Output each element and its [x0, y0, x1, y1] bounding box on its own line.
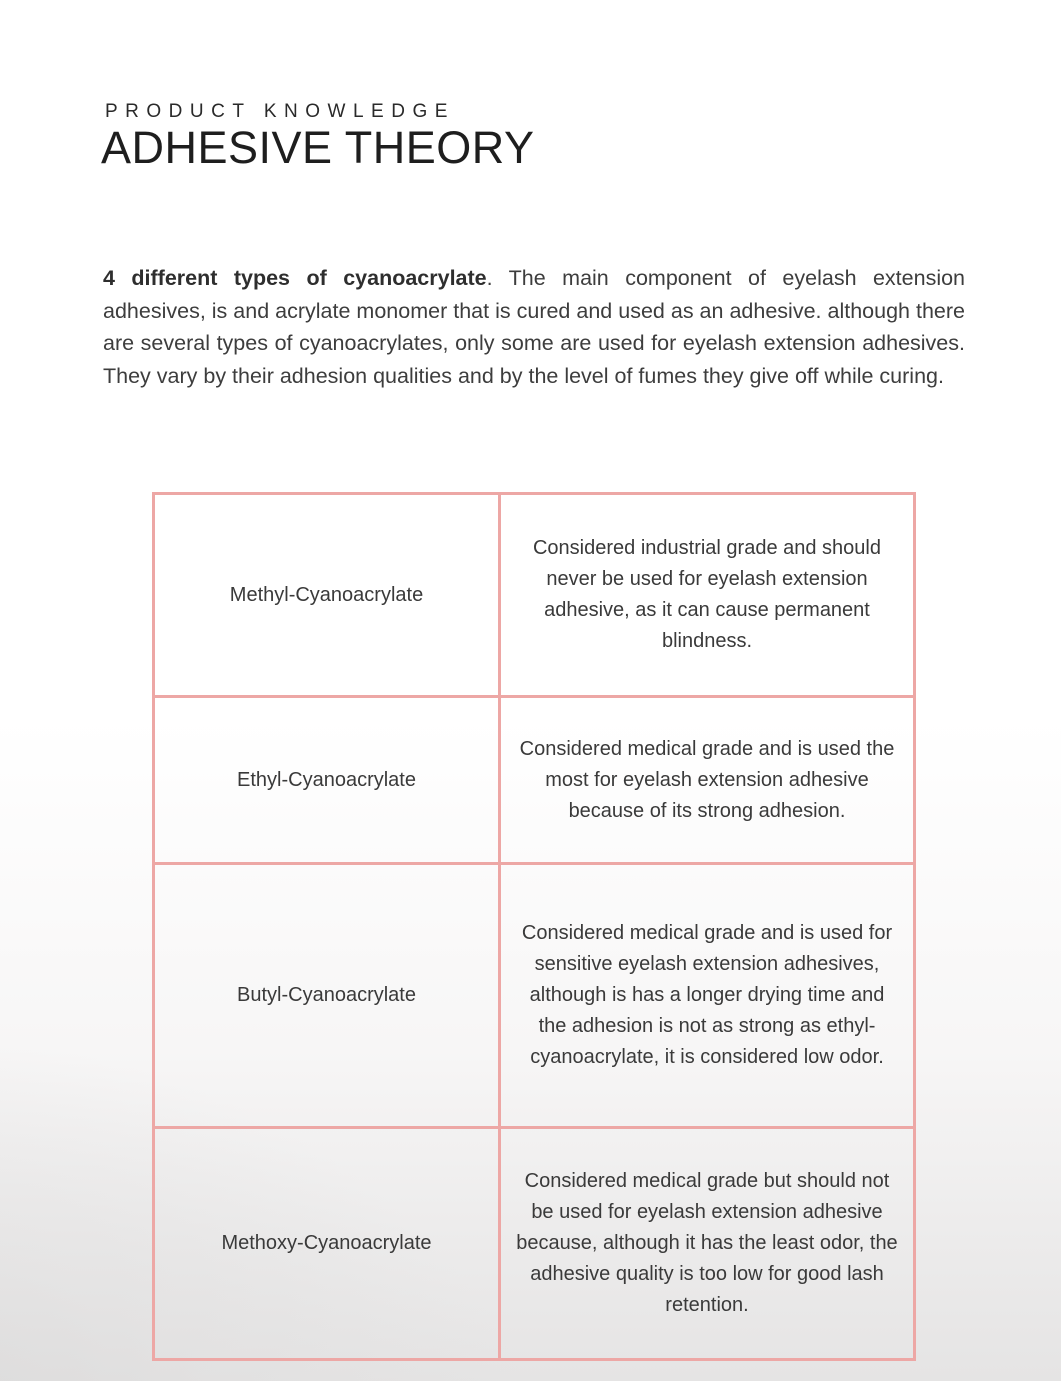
adhesive-description-cell: Considered medical grade and is used for sensitive eyelash extension adhesives, although is has a longer drying time and the adhesion is not as strong as ethyl-cyanoacrylate, it is considered low odor.: [500, 864, 915, 1128]
adhesive-table-body: [154, 494, 915, 1360]
adhesive-description-cell: Considered industrial grade and should never be used for eyelash extension adhesive, as it can cause permanent blindness.: [500, 494, 915, 697]
page-title: ADHESIVE THEORY: [101, 122, 535, 173]
table-row: [154, 1128, 915, 1360]
adhesive-name-cell: Ethyl-Cyanoacrylate: [154, 697, 500, 864]
intro-lead-text: 4 different types of cyanoacrylate: [103, 266, 487, 290]
intro-paragraph: [103, 262, 965, 392]
adhesive-types-table: [152, 492, 916, 1361]
adhesive-name-cell: Methoxy-Cyanoacrylate: [154, 1128, 500, 1360]
table-row: [154, 494, 915, 697]
table-row: [154, 697, 915, 864]
adhesive-description-cell: Considered medical grade but should not be used for eyelash extension adhesive because, although it has the least odor, the adhesive quality is too low for good lash retention.: [500, 1128, 915, 1360]
table-row: [154, 864, 915, 1128]
adhesive-description-cell: Considered medical grade and is used the most for eyelash extension adhesive because of its strong adhesion.: [500, 697, 915, 864]
intro-body-text: . The main component of eyelash extension adhesives, is and acrylate monomer that is cured and used as an adhesive. although there are several types of cyanoacrylates, only some are used for eyelash extension adhesives. They vary by their adhesion qualities and by the level of fumes they give off while curing.: [103, 266, 966, 388]
kicker-label: PRODUCT KNOWLEDGE: [105, 101, 455, 122]
adhesive-name-cell: Butyl-Cyanoacrylate: [154, 864, 500, 1128]
adhesive-name-cell: Methyl-Cyanoacrylate: [154, 494, 500, 697]
